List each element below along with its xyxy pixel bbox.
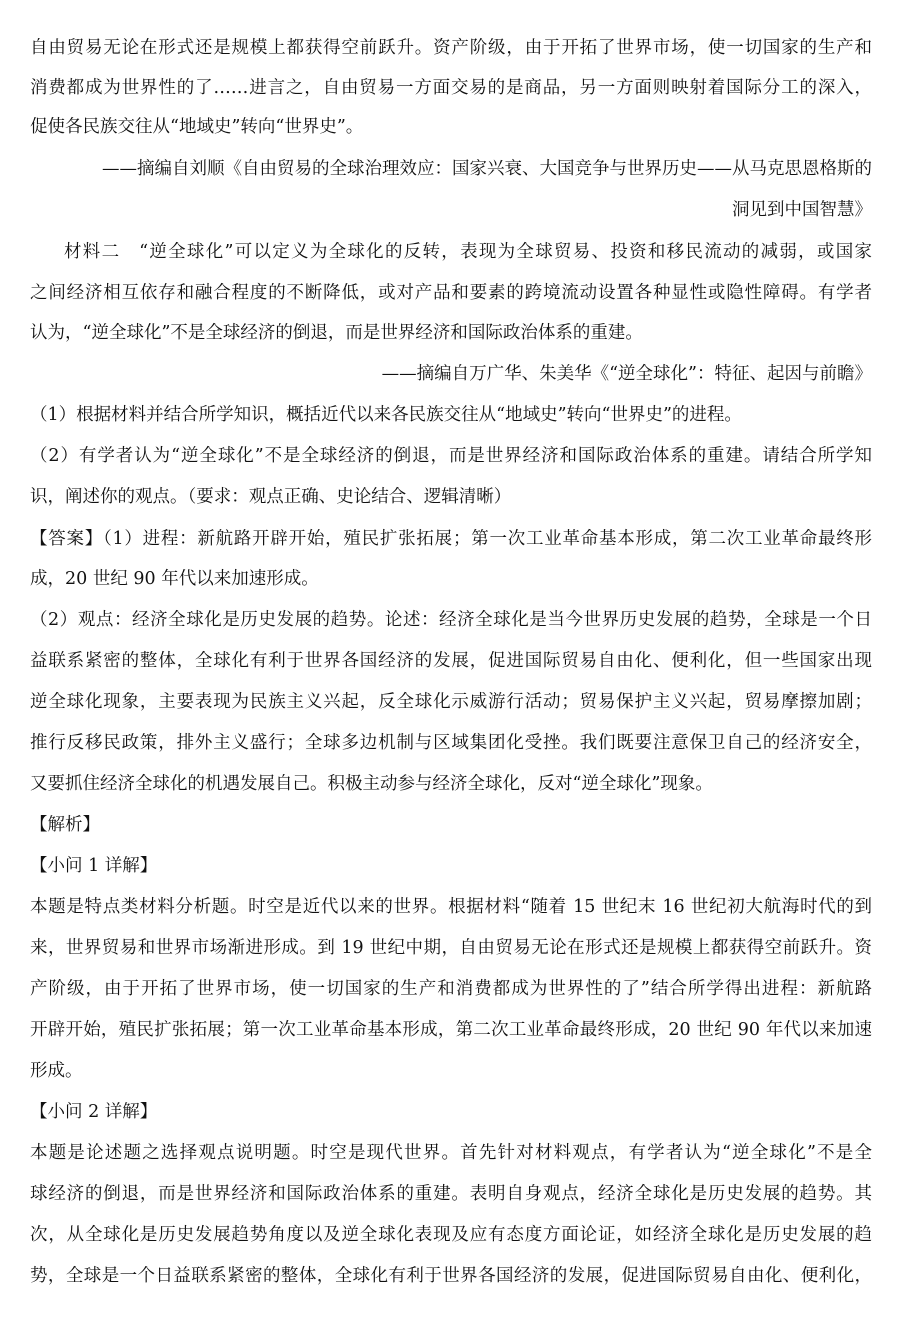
analysis-one-line: 产阶级，由于开拓了世界市场，使一切国家的生产和消费都成为世界性的了”结合所学得出进程：新航路 (30, 979, 872, 999)
answer-line: 益联系紧密的整体，全球化有利于世界各国经济的发展，促进国际贸易自由化、便利化，但一些国家出现 (30, 651, 872, 671)
analysis-one-line: 来，世界贸易和世界市场渐进形成。到 19 世纪中期，自由贸易无论在形式还是规模上都获得空前跃升。资 (30, 938, 872, 958)
subquestion-two-heading: 【小问 2 详解】 (30, 1102, 158, 1122)
question-one: （1）根据材料并结合所学知识，概括近代以来各民族交往从“地域史”转向“世界史”的进程。 (30, 405, 742, 425)
analysis-two-line: 本题是论述题之选择观点说明题。时空是现代世界。首先针对材料观点，有学者认为“逆全球化”不是全 (30, 1143, 872, 1163)
analysis-one-line: 开辟开始，殖民扩张拓展；第一次工业革命基本形成，第二次工业革命最终形成，20 世纪 90 年代以来加速 (30, 1020, 872, 1040)
material-two-source: ——摘编自万广华、朱美华《“逆全球化”：特征、起因与前瞻》 (381, 364, 872, 384)
analysis-two-line: 球经济的倒退，而是世界经济和国际政治体系的重建。表明自身观点，经济全球化是历史发展的趋势。其 (30, 1184, 872, 1204)
analysis-two-line: 次，从全球化是历史发展趋势角度以及逆全球化表现及应有态度方面论证，如经济全球化是历史发展的趋 (30, 1225, 872, 1245)
analysis-one-line: 本题是特点类材料分析题。时空是近代以来的世界。根据材料“随着 15 世纪末 16 世纪初大航海时代的到 (30, 897, 872, 917)
answer-line: （2）观点：经济全球化是历史发展的趋势。论述：经济全球化是当今世界历史发展的趋势，全球是一个日 (30, 610, 872, 630)
question-two-line: （2）有学者认为“逆全球化”不是全球经济的倒退，而是世界经济和国际政治体系的重建。请结合所学知 (30, 446, 872, 466)
question-two-line: 识，阐述你的观点。（要求：观点正确、史论结合、逻辑清晰） (30, 487, 512, 507)
analysis-one-line: 形成。 (30, 1061, 83, 1081)
answer-line: 逆全球化现象，主要表现为民族主义兴起，反全球化示威游行活动；贸易保护主义兴起，贸易摩擦加剧； (30, 692, 872, 712)
subquestion-one-heading: 【小问 1 详解】 (30, 856, 158, 876)
material-one-text-line: 促使各民族交往从“地域史”转向“世界史”。 (30, 117, 364, 137)
material-two-text-line: 之间经济相互依存和融合程度的不断降低，或对产品和要素的跨境流动设置各种显性或隐性障碍。有学者 (30, 283, 872, 303)
material-one-text-line: 自由贸易无论在形式还是规模上都获得空前跃升。资产阶级，由于开拓了世界市场，使一切国家的生产和 (30, 38, 872, 58)
analysis-two-line: 势，全球是一个日益联系紧密的整体，全球化有利于世界各国经济的发展，促进国际贸易自由化、便利化， (30, 1266, 872, 1286)
material-two-text-line: 认为，“逆全球化”不是全球经济的倒退，而是世界经济和国际政治体系的重建。 (30, 323, 643, 343)
material-one-source: ——摘编自刘顺《自由贸易的全球治理效应：国家兴衰、大国竞争与世界历史——从马克思恩格斯的 (102, 159, 872, 179)
answer-line: 又要抓住经济全球化的机遇发展自己。积极主动参与经济全球化，反对“逆全球化”现象。 (30, 774, 713, 794)
answer-line: 【答案】（1）进程：新航路开辟开始，殖民扩张拓展；第一次工业革命基本形成，第二次工业革命最终形 (30, 529, 872, 549)
material-one-text-line: 消费都成为世界性的了……进言之，自由贸易一方面交易的是商品，另一方面则映射着国际分工的深入， (30, 78, 872, 98)
analysis-heading: 【解析】 (30, 815, 100, 835)
answer-line: 成，20 世纪 90 年代以来加速形成。 (30, 569, 319, 589)
material-one-source: 洞见到中国智慧》 (732, 200, 872, 220)
material-two-text-line: 材料二 “逆全球化”可以定义为全球化的反转，表现为全球贸易、投资和移民流动的减弱，或国家 (64, 242, 872, 262)
answer-line: 推行反移民政策，排外主义盛行；全球多边机制与区域集团化受挫。我们既要注意保卫自己的经济安全， (30, 733, 872, 753)
